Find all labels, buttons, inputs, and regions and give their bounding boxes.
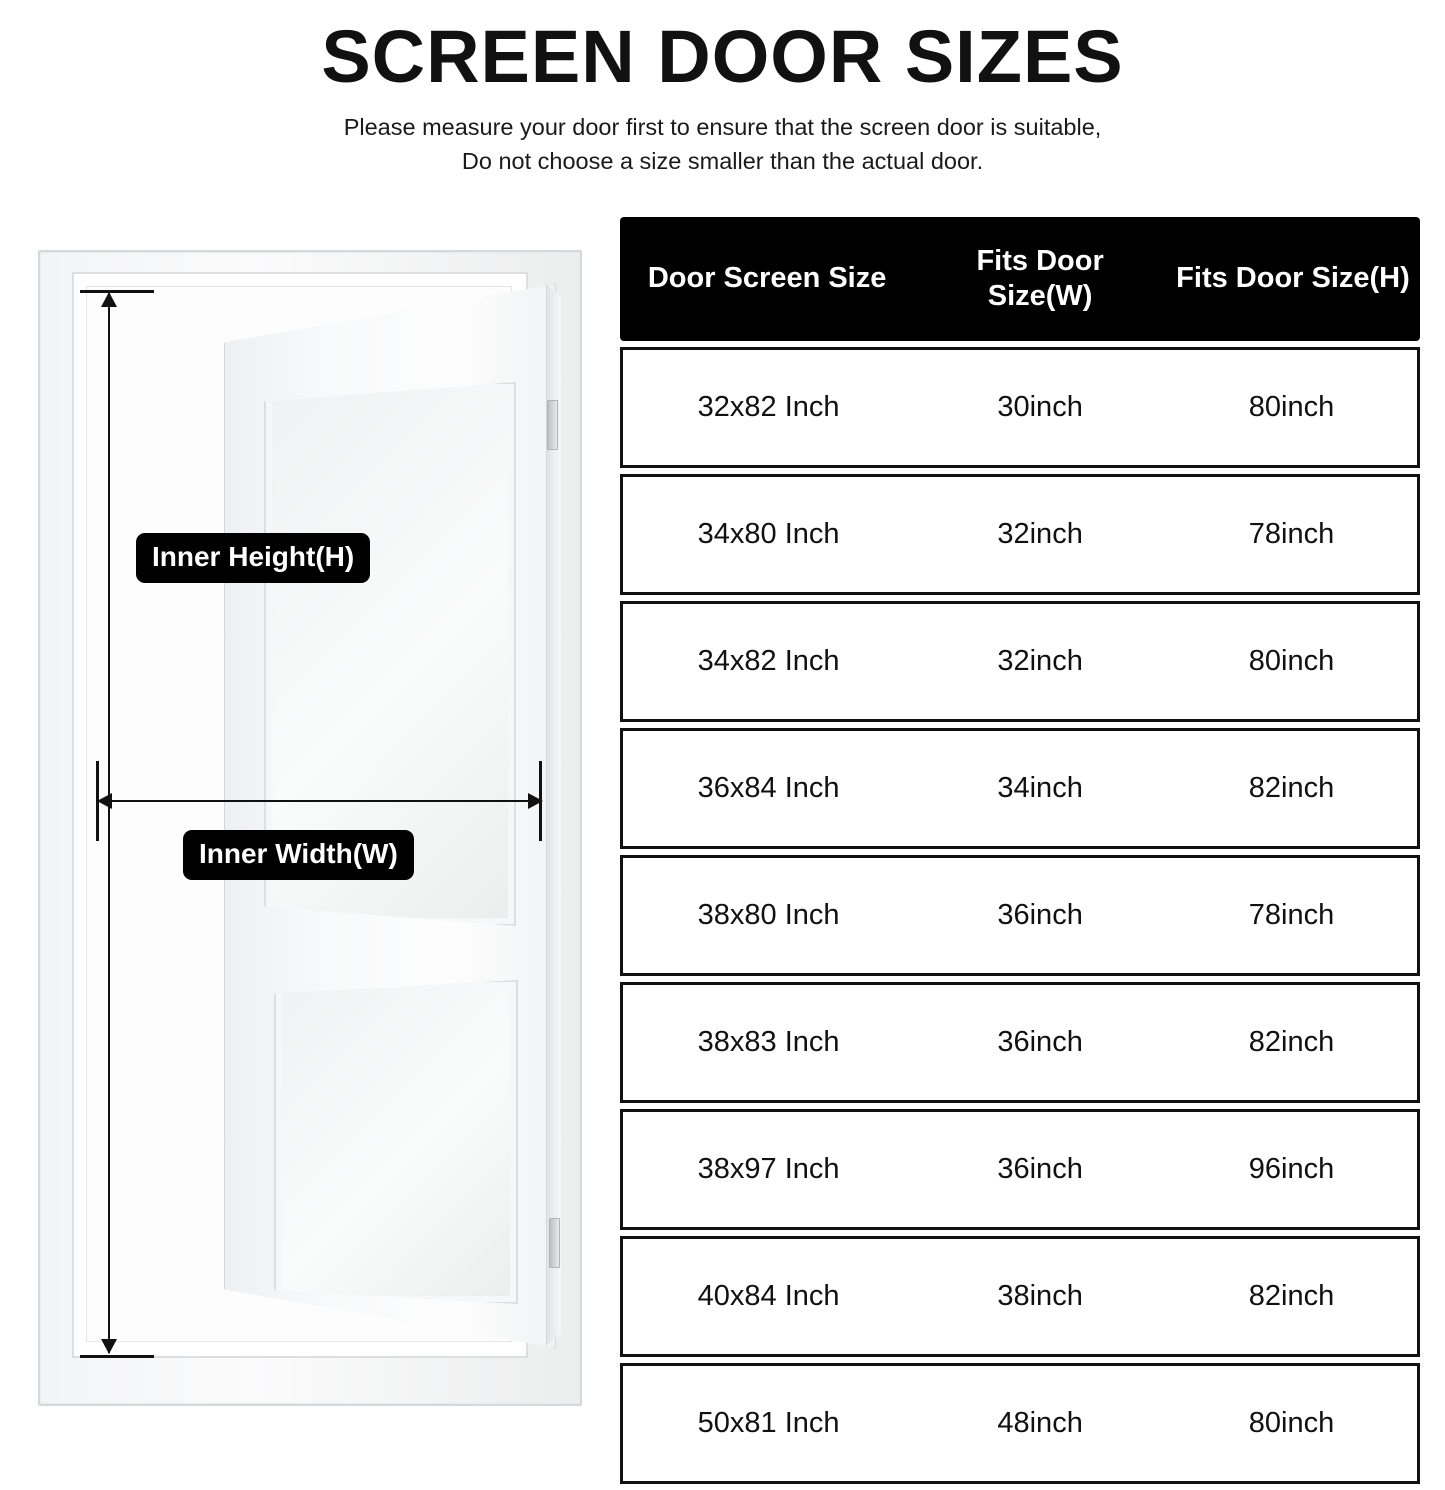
cell-fits-width: 30inch [914, 347, 1166, 468]
table-row [620, 1109, 1420, 1230]
page-subtitle [0, 110, 1445, 178]
subtitle-line-1: Please measure your door first to ensure that the screen door is suitable, [343, 113, 1102, 140]
height-measure-arrow-icon [108, 293, 110, 1353]
inner-width-label: Inner Width(W) [183, 830, 414, 880]
table-row [620, 601, 1420, 722]
cell-fits-width: 36inch [914, 982, 1166, 1103]
cell-fits-width: 36inch [914, 1109, 1166, 1230]
cell-fits-height: 80inch [1166, 347, 1420, 468]
cell-fits-width: 34inch [914, 728, 1166, 849]
cell-fits-width: 48inch [914, 1363, 1166, 1484]
cell-screen-size: 32x82 Inch [620, 347, 914, 468]
page-header [0, 0, 1445, 178]
cell-fits-width: 38inch [914, 1236, 1166, 1357]
table-row [620, 347, 1420, 468]
width-measure-arrow-icon [98, 800, 542, 802]
column-header-fits-door-height: Fits Door Size(H) [1166, 217, 1420, 341]
cell-screen-size: 38x97 Inch [620, 1109, 914, 1230]
column-header-fits-door-width: Fits Door Size(W) [914, 217, 1166, 341]
cell-screen-size: 40x84 Inch [620, 1236, 914, 1357]
cell-fits-height: 96inch [1166, 1109, 1420, 1230]
page-title: SCREEN DOOR SIZES [321, 15, 1124, 98]
door-hinge-bottom-icon [549, 1218, 560, 1268]
table-row [620, 1363, 1420, 1484]
cell-fits-height: 80inch [1166, 601, 1420, 722]
height-measure-cap-bottom [80, 1355, 154, 1358]
cell-fits-height: 82inch [1166, 728, 1420, 849]
size-chart-table [620, 211, 1420, 1490]
cell-screen-size: 50x81 Inch [620, 1363, 914, 1484]
cell-screen-size: 36x84 Inch [620, 728, 914, 849]
cell-fits-height: 78inch [1166, 474, 1420, 595]
inner-height-label: Inner Height(H) [136, 533, 370, 583]
cell-fits-width: 32inch [914, 601, 1166, 722]
door-panel-bottom [274, 980, 518, 1304]
cell-fits-height: 78inch [1166, 855, 1420, 976]
table-row [620, 855, 1420, 976]
cell-screen-size: 34x80 Inch [620, 474, 914, 595]
cell-fits-height: 80inch [1166, 1363, 1420, 1484]
cell-screen-size: 38x83 Inch [620, 982, 914, 1103]
table-header-row [620, 217, 1420, 341]
subtitle-line-2: Do not choose a size smaller than the actual door. [461, 147, 984, 174]
cell-fits-width: 32inch [914, 474, 1166, 595]
cell-screen-size: 38x80 Inch [620, 855, 914, 976]
cell-fits-height: 82inch [1166, 982, 1420, 1103]
door-hinge-top-icon [547, 400, 558, 450]
cell-fits-width: 36inch [914, 855, 1166, 976]
table-row [620, 1236, 1420, 1357]
table-row [620, 474, 1420, 595]
column-header-door-screen-size: Door Screen Size [620, 217, 914, 341]
table-row [620, 982, 1420, 1103]
cell-fits-height: 82inch [1166, 1236, 1420, 1357]
cell-screen-size: 34x82 Inch [620, 601, 914, 722]
table-row [620, 728, 1420, 849]
height-measure-cap-top [80, 290, 154, 293]
door-measurement-illustration [28, 238, 598, 1428]
